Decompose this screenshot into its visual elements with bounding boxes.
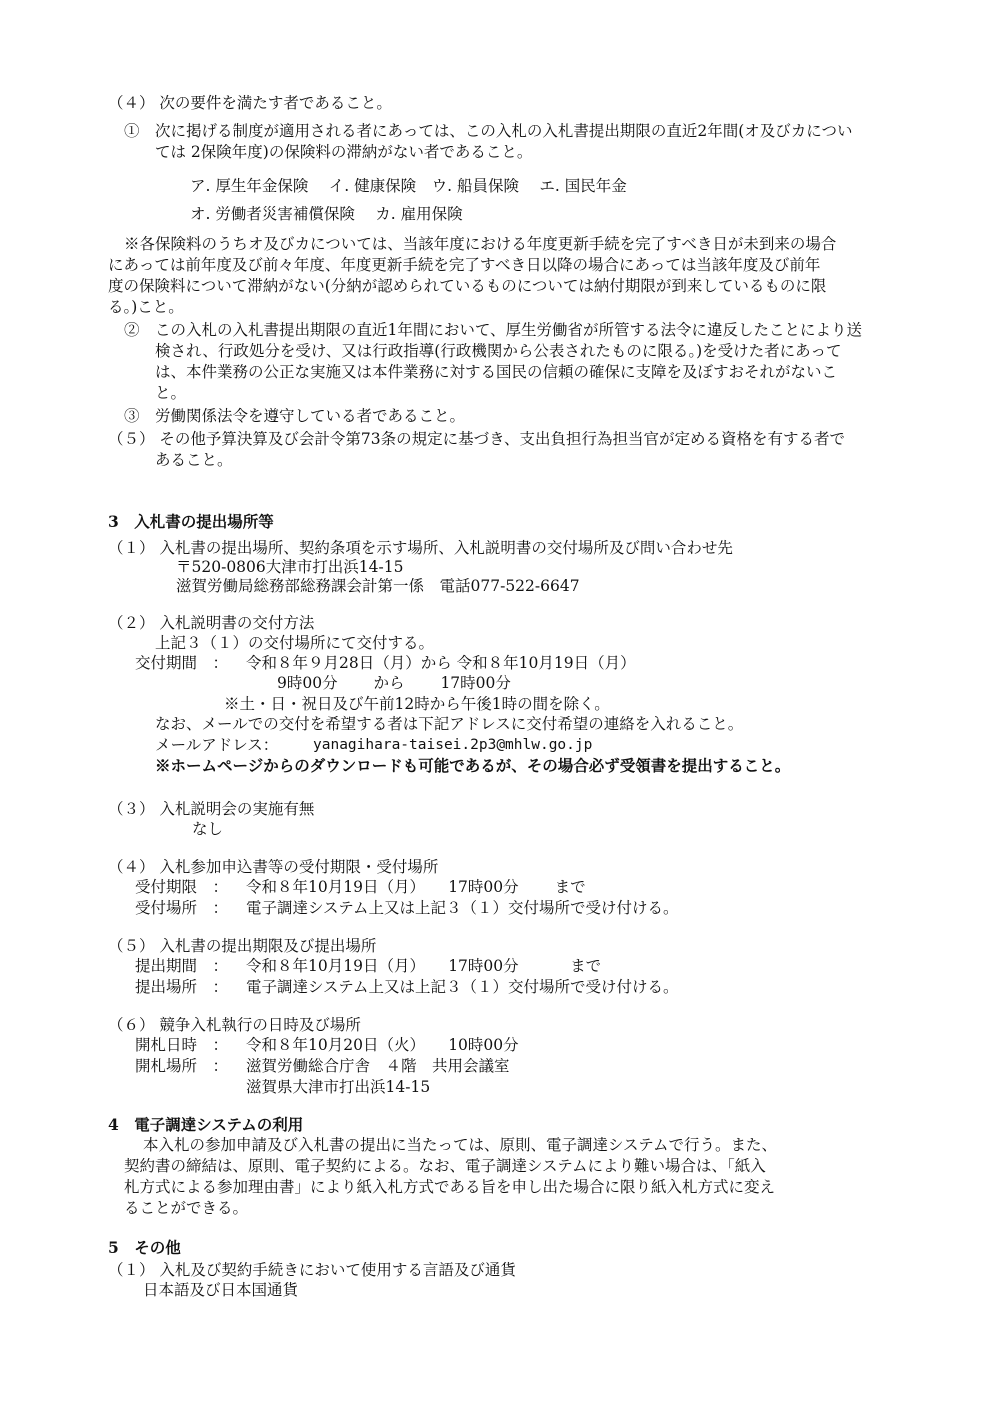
issue-period-times: 9時00分 から 17時00分 <box>277 674 511 692</box>
section3-p4-heading: （４） 入札参加申込書等の受付期限・受付場所 <box>108 858 439 876</box>
acceptance-deadline-value: 令和８年10月19日（月） 17時00分 まで <box>246 878 586 896</box>
item4-sub3-line1: ③ 労働関係法令を遵守している者であること。 <box>124 407 466 425</box>
section3-p2-line2: 上記３（１）の交付場所にて交付する。 <box>155 634 435 652</box>
section4-line4: ることができる。 <box>124 1199 249 1217</box>
download-note: ※ホームページからのダウンロードも可能であるが、その場合必ず受領書を提出すること。 <box>155 756 791 775</box>
item4-sub1-line1: ① 次に掲げる制度が適用される者にあっては、この入札の入札書提出期限の直近2年間(オ及びカについ <box>124 122 853 140</box>
item4-sub1-line2: ては 2保険年度)の保険料の滞納がない者であること。 <box>155 143 533 161</box>
insurance-note-line4: る。)こと。 <box>108 298 184 316</box>
section4-line1: 本入札の参加申請及び入札書の提出に当たっては、原則、電子調達システムで行う。また、 <box>143 1136 777 1154</box>
acceptance-place-value: 電子調達システム上又は上記３（１）交付場所で受け付ける。 <box>246 899 679 917</box>
section5-p1-value: 日本語及び日本国通貨 <box>143 1281 299 1299</box>
section4-heading: 4 電子調達システムの利用 <box>108 1115 304 1134</box>
section4-line3: 札方式による参加理由書」により紙入札方式である旨を申し出た場合に限り紙入札方式に変え <box>124 1178 776 1196</box>
email-label: メールアドレス： <box>155 736 279 754</box>
email-request-note: なお、メールでの交付を希望する者は下記アドレスに交付希望の連絡を入れること。 <box>155 715 744 733</box>
issue-period-dates: 令和８年９月28日（月）から 令和８年10月19日（月） <box>246 654 636 672</box>
item4-sub2-line4: と。 <box>155 384 187 402</box>
submission-place-label: 提出場所 ： <box>135 978 229 996</box>
submission-place-value: 電子調達システム上又は上記３（１）交付場所で受け付ける。 <box>246 978 679 996</box>
section3-heading: 3 入札書の提出場所等 <box>108 512 274 531</box>
section3-p3-value: なし <box>192 820 224 838</box>
submission-deadline-value: 令和８年10月19日（月） 17時00分 まで <box>246 957 602 975</box>
acceptance-deadline-label: 受付期限 ： <box>135 878 229 896</box>
section5-p1-heading: （１） 入札及び契約手続きにおいて使用する言語及び通貨 <box>108 1261 516 1279</box>
opening-place-value: 滋賀労働総合庁舎 ４階 共用会議室 <box>246 1057 510 1075</box>
insurance-list-line2: オ. 労働者災害補償保険 カ. 雇用保険 <box>190 205 463 223</box>
item4-sub2-line1: ② この入札の入札書提出期限の直近1年間において、厚生労働省が所管する法令に違反したことにより送 <box>124 321 863 339</box>
section3-p5-heading: （５） 入札書の提出期限及び提出場所 <box>108 937 377 955</box>
section3-p3-heading: （３） 入札説明会の実施有無 <box>108 800 315 818</box>
insurance-note-line3: 度の保険料について滞納がない(分納が認められているものについては納付期限が到来しているものに限 <box>108 277 827 295</box>
opening-place-address: 滋賀県大津市打出浜14-15 <box>246 1078 431 1096</box>
section3-p2-heading: （２） 入札説明書の交付方法 <box>108 614 315 632</box>
email-address-link[interactable]: yanagihara-taisei.2p3@mhlw.go.jp <box>313 737 593 753</box>
submission-deadline-label: 提出期間 ： <box>135 957 229 975</box>
section4-line2: 契約書の締結は、原則、電子契約による。なお、電子調達システムにより難い場合は、「紙入 <box>124 1157 766 1175</box>
section3-p1-address: 〒520-0806大津市打出浜14-15 <box>176 558 404 576</box>
item4-sub2-line2: 検され、行政処分を受け、又は行政指導(行政機関から公表されたものに限る。)を受けた者にあって <box>155 342 842 360</box>
acceptance-place-label: 受付場所 ： <box>135 899 229 917</box>
opening-place-label: 開札場所 ： <box>135 1057 229 1075</box>
item4-heading: （４） 次の要件を満たす者であること。 <box>108 94 392 112</box>
insurance-list-line1: ア. 厚生年金保険 イ. 健康保険 ウ. 船員保険 エ. 国民年金 <box>190 177 627 195</box>
section3-p1-heading: （１） 入札書の提出場所、契約条項を示す場所、入札説明書の交付場所及び問い合わせ先 <box>108 539 733 557</box>
item4-sub2-line3: は、本件業務の公正な実施又は本件業務に対する国民の信頼の確保に支障を及ぼすおそれがないこ <box>155 363 838 381</box>
opening-date-label: 開札日時 ： <box>135 1036 229 1054</box>
insurance-note-line2: にあっては前年度及び前々年度、年度更新手続を完了すべき日以降の場合にあっては当該年度及び前年 <box>108 256 821 274</box>
issue-period-exclusion: ※土・日・祝日及び午前12時から午後1時の間を除く。 <box>224 695 610 713</box>
section5-heading: 5 その他 <box>108 1238 181 1257</box>
item5-line2: あること。 <box>155 451 233 469</box>
section3-p6-heading: （６） 競争入札執行の日時及び場所 <box>108 1016 361 1034</box>
insurance-note-line1: ※各保険料のうちオ及びカについては、当該年度における年度更新手続を完了すべき日が未到来の場合 <box>124 235 837 253</box>
item5-line1: （５） その他予算決算及び会計令第73条の規定に基づき、支出負担行為担当官が定める資格を有する者で <box>108 430 846 448</box>
issue-period-label: 交付期間 ： <box>135 654 229 672</box>
opening-date-value: 令和８年10月20日（火） 10時00分 <box>246 1036 519 1054</box>
section3-p1-contact: 滋賀労働局総務部総務課会計第一係 電話077-522-6647 <box>176 577 580 595</box>
